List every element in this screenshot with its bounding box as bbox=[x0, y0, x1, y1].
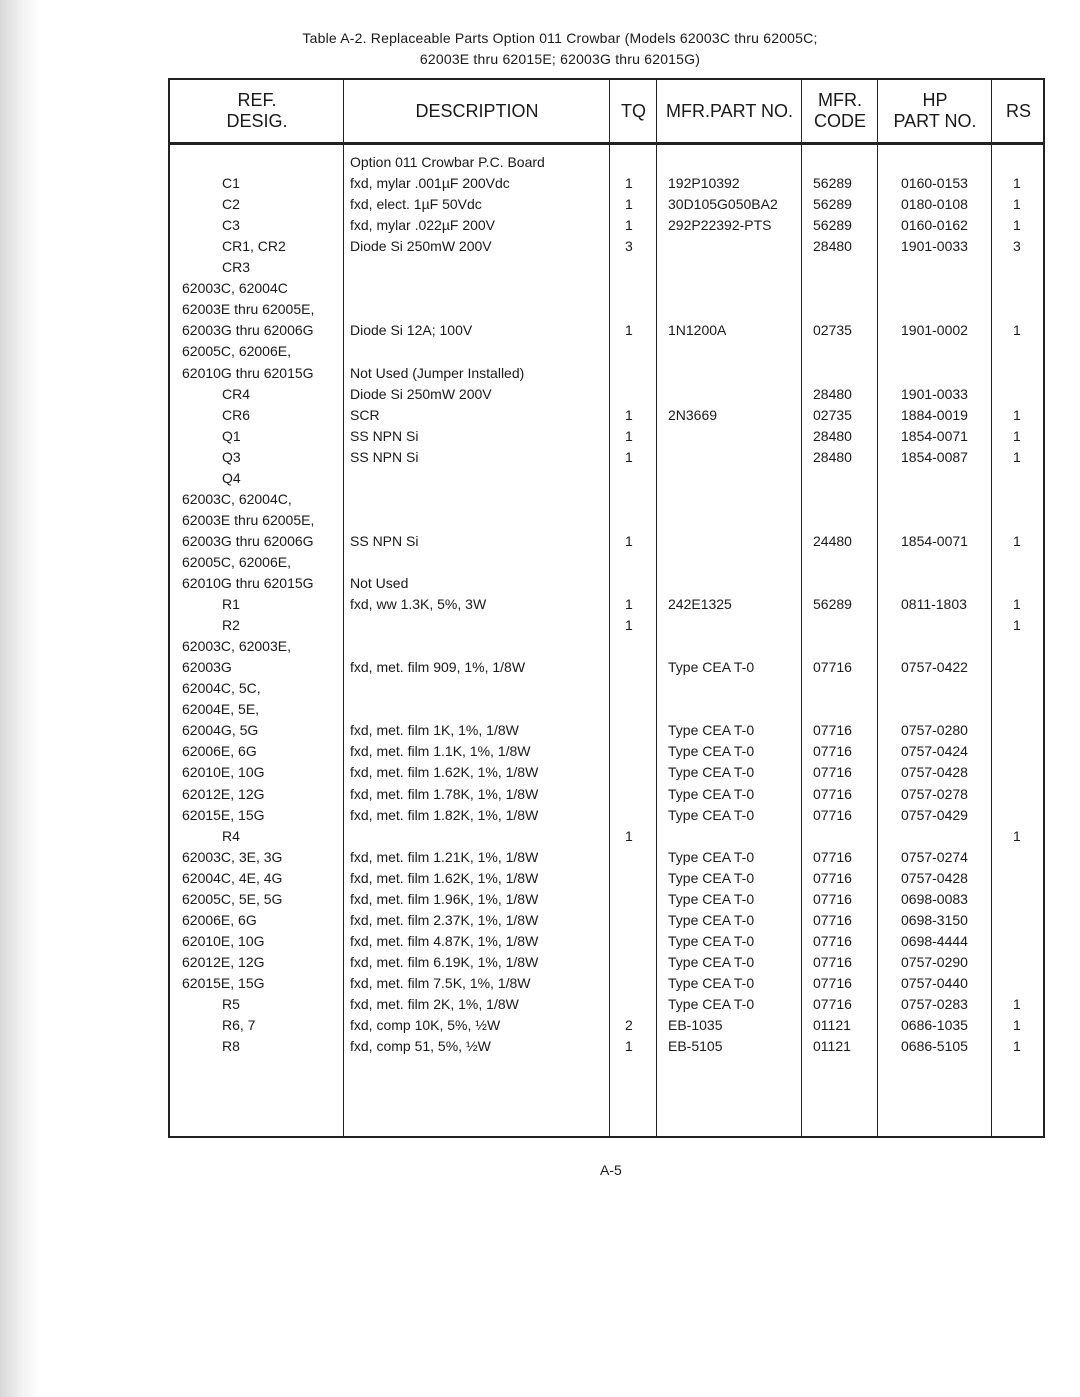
cell-description: Option 011 Crowbar P.C. Board bbox=[350, 154, 545, 170]
cell-description: fxd, comp 51, 5%, ½W bbox=[350, 1038, 491, 1055]
table-row bbox=[170, 615, 1043, 636]
cell-rs: 1 bbox=[1013, 196, 1021, 213]
cell-rs: 1 bbox=[1013, 175, 1021, 192]
table-row bbox=[170, 889, 1043, 910]
cell-mfr-code: 02735 bbox=[813, 322, 852, 339]
cell-hp-part-no: 0757-0428 bbox=[901, 869, 968, 886]
cell-ref-desig: 62004C, 4E, 4G bbox=[182, 869, 283, 886]
cell-description: fxd, elect. 1µF 50Vdc bbox=[350, 196, 482, 213]
cell-hp-part-no: 1884-0019 bbox=[901, 406, 968, 423]
cell-rs: 1 bbox=[1013, 1038, 1021, 1055]
table-row bbox=[170, 363, 1043, 384]
cell-hp-part-no: 1901-0002 bbox=[901, 322, 968, 339]
cell-tq: 1 bbox=[625, 196, 633, 213]
table-row bbox=[170, 952, 1043, 973]
cell-ref-desig: C2 bbox=[222, 196, 240, 213]
table-row bbox=[170, 594, 1043, 615]
cell-mfr-part-no: Type CEA T-0 bbox=[668, 743, 755, 760]
cell-mfr-part-no: Type CEA T-0 bbox=[668, 722, 755, 739]
table-row bbox=[170, 405, 1043, 426]
cell-hp-part-no: 0757-0280 bbox=[901, 722, 968, 739]
table-row bbox=[170, 805, 1043, 826]
cell-hp-part-no: 0757-0283 bbox=[901, 996, 968, 1012]
cell-hp-part-no: 0160-0162 bbox=[901, 217, 968, 234]
cell-mfr-part-no: Type CEA T-0 bbox=[668, 996, 755, 1012]
table-row bbox=[170, 678, 1043, 699]
cell-ref-desig: 62010E, 10G bbox=[182, 764, 265, 781]
table-row bbox=[170, 1036, 1043, 1057]
header-mfr-code bbox=[802, 80, 878, 142]
header-tq bbox=[610, 80, 657, 142]
cell-hp-part-no: 1854-0087 bbox=[901, 448, 968, 465]
cell-hp-part-no: 0698-0083 bbox=[901, 890, 968, 907]
cell-ref-desig: 62004C, 5C, bbox=[182, 680, 261, 697]
cell-ref-desig: 62003C, 3E, 3G bbox=[182, 848, 283, 865]
cell-mfr-code: 28480 bbox=[813, 427, 852, 444]
table-row bbox=[170, 194, 1043, 215]
cell-mfr-code: 01121 bbox=[813, 1017, 851, 1034]
cell-mfr-part-no: Type CEA T-0 bbox=[668, 911, 755, 928]
cell-hp-part-no: 0160-0153 bbox=[901, 175, 968, 192]
cell-tq: 1 bbox=[625, 217, 633, 234]
cell-mfr-part-no: 242E1325 bbox=[668, 596, 732, 613]
cell-ref-desig: 62012E, 12G bbox=[182, 785, 265, 802]
table-row bbox=[170, 847, 1043, 868]
cell-ref-desig: 62003G thru 62006G bbox=[182, 322, 314, 339]
parts-table bbox=[168, 78, 1045, 1138]
cell-hp-part-no: 1854-0071 bbox=[901, 532, 968, 549]
header-mfr-part-no bbox=[657, 80, 802, 142]
cell-ref-desig: CR3 bbox=[222, 259, 251, 276]
table-row bbox=[170, 510, 1043, 531]
cell-description: fxd, met. film 1K, 1%, 1/8W bbox=[350, 722, 519, 739]
cell-mfr-code: 56289 bbox=[813, 196, 852, 213]
cell-rs: 3 bbox=[1013, 238, 1021, 255]
cell-hp-part-no: 1901-0033 bbox=[901, 385, 968, 402]
cell-tq: 1 bbox=[625, 532, 633, 549]
cell-description: fxd, met. film 1.82K, 1%, 1/8W bbox=[350, 806, 539, 823]
cell-mfr-code: 07716 bbox=[813, 806, 852, 823]
table-row bbox=[170, 384, 1043, 405]
cell-mfr-part-no: Type CEA T-0 bbox=[668, 785, 755, 802]
cell-hp-part-no: 0686-5105 bbox=[901, 1038, 968, 1055]
table-row bbox=[170, 426, 1043, 447]
cell-mfr-code: 28480 bbox=[813, 448, 852, 465]
header-hp-part-no bbox=[878, 80, 992, 142]
cell-ref-desig: 62005C, 62006E, bbox=[182, 343, 291, 360]
cell-mfr-code: 07716 bbox=[813, 974, 852, 991]
cell-tq: 1 bbox=[625, 175, 633, 192]
cell-mfr-code: 07716 bbox=[813, 911, 852, 928]
table-row bbox=[170, 636, 1043, 657]
header-rs bbox=[992, 80, 1045, 142]
header-ref-desig bbox=[170, 80, 344, 142]
cell-description: fxd, met. film 2.37K, 1%, 1/8W bbox=[350, 911, 539, 928]
cell-ref-desig: 62006E, 6G bbox=[182, 743, 257, 760]
cell-ref-desig: 62006E, 6G bbox=[182, 911, 257, 928]
cell-description: fxd, comp 10K, 5%, ½W bbox=[350, 1017, 501, 1034]
table-row bbox=[170, 699, 1043, 720]
table-row bbox=[170, 720, 1043, 741]
cell-tq: 1 bbox=[625, 1038, 633, 1055]
cell-hp-part-no: 1901-0033 bbox=[901, 238, 968, 255]
table-row bbox=[170, 173, 1043, 194]
cell-ref-desig: 62003C, 62003E, bbox=[182, 638, 291, 655]
table-row bbox=[170, 531, 1043, 552]
cell-rs: 1 bbox=[1013, 448, 1021, 465]
cell-mfr-code: 07716 bbox=[813, 932, 852, 949]
cell-ref-desig: R2 bbox=[222, 617, 240, 634]
cell-mfr-code: 24480 bbox=[813, 532, 852, 549]
cell-hp-part-no: 0757-0290 bbox=[901, 953, 968, 970]
cell-mfr-part-no: Type CEA T-0 bbox=[668, 953, 755, 970]
cell-mfr-code: 01121 bbox=[813, 1038, 851, 1055]
cell-ref-desig: R4 bbox=[222, 827, 240, 844]
cell-hp-part-no: 0757-0424 bbox=[901, 743, 968, 760]
cell-tq: 1 bbox=[625, 427, 633, 444]
header-text: DESIG. bbox=[226, 111, 288, 131]
cell-mfr-code: 07716 bbox=[813, 743, 852, 760]
table-title-line2: 62003E thru 62015E; 62003G thru 62015G) bbox=[419, 51, 701, 67]
cell-description: SS NPN Si bbox=[350, 448, 419, 465]
cell-mfr-code: 56289 bbox=[813, 175, 852, 192]
table-row bbox=[170, 826, 1043, 847]
cell-description: fxd, met. film 1.62K, 1%, 1/8W bbox=[350, 764, 539, 781]
cell-mfr-code: 07716 bbox=[813, 869, 852, 886]
table-row bbox=[170, 320, 1043, 341]
cell-ref-desig: 62003C, 62004C bbox=[182, 280, 288, 297]
cell-rs: 1 bbox=[1013, 217, 1021, 234]
cell-hp-part-no: 1854-0071 bbox=[901, 427, 968, 444]
cell-ref-desig: 62010G thru 62015G bbox=[182, 364, 314, 381]
cell-tq: 3 bbox=[625, 238, 633, 255]
cell-ref-desig: CR4 bbox=[222, 385, 251, 402]
table-row bbox=[170, 994, 1043, 1015]
cell-rs: 1 bbox=[1013, 427, 1021, 444]
cell-hp-part-no: 0757-0274 bbox=[901, 848, 968, 865]
header-text: CODE bbox=[813, 111, 866, 131]
cell-mfr-part-no: Type CEA T-0 bbox=[668, 659, 755, 676]
cell-mfr-code: 07716 bbox=[813, 764, 852, 781]
cell-hp-part-no: 0757-0428 bbox=[901, 764, 968, 781]
cell-ref-desig: C1 bbox=[222, 175, 240, 192]
table-row bbox=[170, 868, 1043, 889]
scan-edge-shadow bbox=[0, 0, 40, 1397]
table-row bbox=[170, 236, 1043, 257]
cell-ref-desig: Q4 bbox=[222, 469, 241, 486]
cell-description: fxd, mylar .001µF 200Vdc bbox=[350, 175, 510, 192]
cell-rs: 1 bbox=[1013, 322, 1021, 339]
table-row bbox=[170, 257, 1043, 278]
cell-mfr-code: 07716 bbox=[813, 722, 852, 739]
cell-mfr-code: 07716 bbox=[813, 785, 852, 802]
cell-mfr-part-no: EB-1035 bbox=[668, 1017, 723, 1034]
table-row bbox=[170, 931, 1043, 952]
cell-hp-part-no: 0698-3150 bbox=[901, 911, 968, 928]
cell-mfr-code: 56289 bbox=[813, 217, 852, 234]
table-row bbox=[170, 552, 1043, 573]
table-row bbox=[170, 468, 1043, 489]
cell-mfr-part-no: Type CEA T-0 bbox=[668, 806, 755, 823]
header-text: DESCRIPTION bbox=[415, 100, 539, 121]
cell-description: SS NPN Si bbox=[350, 532, 419, 549]
header-text: MFR.PART NO. bbox=[665, 100, 793, 121]
cell-description: Not Used (Jumper Installed) bbox=[350, 364, 525, 381]
cell-rs: 1 bbox=[1013, 406, 1021, 423]
cell-description: fxd, met. film 909, 1%, 1/8W bbox=[350, 659, 526, 676]
cell-mfr-code: 07716 bbox=[813, 659, 852, 676]
cell-description: Diode Si 250mW 200V bbox=[350, 385, 492, 402]
cell-hp-part-no: 0811-1803 bbox=[901, 596, 967, 613]
cell-tq: 1 bbox=[625, 596, 633, 613]
page-number: A-5 bbox=[600, 1162, 622, 1178]
cell-ref-desig: 62004E, 5E, bbox=[182, 701, 260, 718]
cell-description: fxd, mylar .022µF 200V bbox=[350, 217, 496, 234]
table-row bbox=[170, 152, 1043, 173]
cell-tq: 1 bbox=[625, 322, 633, 339]
cell-hp-part-no: 0757-0422 bbox=[901, 659, 968, 676]
cell-tq: 1 bbox=[625, 827, 633, 844]
cell-mfr-part-no: Type CEA T-0 bbox=[668, 974, 755, 991]
cell-hp-part-no: 0757-0278 bbox=[901, 785, 968, 802]
cell-mfr-part-no: Type CEA T-0 bbox=[668, 848, 755, 865]
table-row bbox=[170, 447, 1043, 468]
cell-description: fxd, met. film 1.21K, 1%, 1/8W bbox=[350, 848, 539, 865]
table-row bbox=[170, 762, 1043, 783]
table-row bbox=[170, 573, 1043, 594]
cell-rs: 1 bbox=[1013, 996, 1021, 1012]
header-text: RS bbox=[1005, 100, 1031, 121]
header-text: PART NO. bbox=[893, 111, 977, 131]
cell-ref-desig: 62003C, 62004C, bbox=[182, 490, 292, 507]
header-description bbox=[344, 80, 610, 142]
cell-rs: 1 bbox=[1013, 617, 1021, 634]
table-row bbox=[170, 299, 1043, 320]
table-row bbox=[170, 784, 1043, 805]
table-row bbox=[170, 1015, 1043, 1036]
cell-tq: 1 bbox=[625, 617, 633, 634]
table-header bbox=[170, 80, 1043, 145]
header-text: TQ bbox=[621, 100, 646, 121]
table-row bbox=[170, 741, 1043, 762]
cell-description: fxd, met. film 4.87K, 1%, 1/8W bbox=[350, 932, 539, 949]
cell-rs: 1 bbox=[1013, 1017, 1021, 1034]
cell-mfr-code: 56289 bbox=[813, 596, 852, 613]
cell-ref-desig: 62012E, 12G bbox=[182, 953, 265, 970]
cell-ref-desig: R6, 7 bbox=[222, 1017, 256, 1034]
table-row bbox=[170, 215, 1043, 236]
cell-ref-desig: CR6 bbox=[222, 406, 251, 423]
cell-description: fxd, met. film 6.19K, 1%, 1/8W bbox=[350, 953, 539, 970]
cell-mfr-code: 28480 bbox=[813, 385, 852, 402]
cell-hp-part-no: 0698-4444 bbox=[901, 932, 968, 949]
cell-description: fxd, met. film 1.1K, 1%, 1/8W bbox=[350, 743, 531, 760]
cell-ref-desig: 62005C, 5E, 5G bbox=[182, 890, 283, 907]
table-row bbox=[170, 910, 1043, 931]
cell-mfr-code: 07716 bbox=[813, 953, 852, 970]
cell-description: fxd, met. film 1.96K, 1%, 1/8W bbox=[350, 890, 539, 907]
cell-mfr-part-no: 2N3669 bbox=[668, 406, 718, 423]
cell-mfr-part-no: 192P10392 bbox=[668, 175, 740, 192]
cell-description: SS NPN Si bbox=[350, 427, 419, 444]
cell-ref-desig: 62003E thru 62005E, bbox=[182, 301, 315, 318]
cell-ref-desig: 62003E thru 62005E, bbox=[182, 511, 315, 528]
cell-tq: 1 bbox=[625, 448, 633, 465]
table-row bbox=[170, 278, 1043, 299]
cell-ref-desig: C3 bbox=[222, 217, 240, 234]
cell-hp-part-no: 0757-0429 bbox=[901, 806, 968, 823]
cell-ref-desig: R1 bbox=[222, 596, 240, 613]
cell-description: fxd, ww 1.3K, 5%, 3W bbox=[350, 596, 487, 613]
cell-ref-desig: 62015E, 15G bbox=[182, 806, 265, 823]
cell-description: fxd, met. film 7.5K, 1%, 1/8W bbox=[350, 974, 531, 991]
cell-ref-desig: CR1, CR2 bbox=[222, 238, 286, 255]
cell-ref-desig: R5 bbox=[222, 996, 240, 1012]
cell-hp-part-no: 0180-0108 bbox=[901, 196, 968, 213]
table-row bbox=[170, 341, 1043, 362]
cell-ref-desig: Q1 bbox=[222, 427, 241, 444]
cell-description: fxd, met. film 2K, 1%, 1/8W bbox=[350, 996, 519, 1012]
cell-ref-desig: 62003G thru 62006G bbox=[182, 532, 314, 549]
table-row bbox=[170, 657, 1043, 678]
table-title: Table A-2. Replaceable Parts Option 011 Crowbar (Models 62003C thru 62005C; bbox=[302, 30, 818, 46]
cell-ref-desig: 62005C, 62006E, bbox=[182, 553, 291, 570]
table-row bbox=[170, 489, 1043, 510]
cell-ref-desig: 62010G thru 62015G bbox=[182, 575, 314, 591]
cell-mfr-part-no: Type CEA T-0 bbox=[668, 869, 755, 886]
cell-ref-desig: 62003G bbox=[182, 659, 232, 676]
cell-ref-desig: Q3 bbox=[222, 448, 241, 465]
cell-mfr-part-no: 1N1200A bbox=[668, 322, 727, 339]
cell-description: fxd, met. film 1.78K, 1%, 1/8W bbox=[350, 785, 539, 802]
cell-hp-part-no: 0686-1035 bbox=[901, 1017, 968, 1034]
cell-mfr-part-no: EB-5105 bbox=[668, 1038, 723, 1055]
cell-ref-desig: 62004G, 5G bbox=[182, 722, 259, 739]
cell-mfr-part-no: 292P22392-PTS bbox=[668, 217, 772, 234]
cell-hp-part-no: 0757-0440 bbox=[901, 974, 968, 991]
cell-mfr-part-no: 30D105G050BA2 bbox=[668, 196, 778, 213]
cell-mfr-part-no: Type CEA T-0 bbox=[668, 764, 755, 781]
cell-mfr-part-no: Type CEA T-0 bbox=[668, 890, 755, 907]
cell-mfr-code: 02735 bbox=[813, 406, 852, 423]
header-text: MFR. bbox=[818, 90, 862, 110]
header-text: HP bbox=[922, 90, 948, 110]
cell-ref-desig: 62015E, 15G bbox=[182, 974, 265, 991]
cell-tq: 2 bbox=[625, 1017, 633, 1034]
cell-mfr-code: 07716 bbox=[813, 996, 852, 1012]
cell-ref-desig: 62010E, 10G bbox=[182, 932, 265, 949]
cell-description: Diode Si 12A; 100V bbox=[350, 322, 473, 339]
cell-description: Not Used bbox=[350, 575, 409, 591]
cell-rs: 1 bbox=[1013, 827, 1021, 844]
cell-rs: 1 bbox=[1013, 596, 1021, 613]
header-text: REF. bbox=[237, 90, 277, 110]
cell-mfr-code: 28480 bbox=[813, 238, 852, 255]
cell-ref-desig: R8 bbox=[222, 1038, 240, 1055]
cell-tq: 1 bbox=[625, 406, 633, 423]
cell-mfr-part-no: Type CEA T-0 bbox=[668, 932, 755, 949]
cell-description: Diode Si 250mW 200V bbox=[350, 238, 492, 255]
cell-description: fxd, met. film 1.62K, 1%, 1/8W bbox=[350, 869, 539, 886]
cell-mfr-code: 07716 bbox=[813, 890, 852, 907]
cell-mfr-code: 07716 bbox=[813, 848, 852, 865]
table-row bbox=[170, 973, 1043, 994]
cell-description: SCR bbox=[350, 406, 380, 423]
cell-rs: 1 bbox=[1013, 532, 1021, 549]
